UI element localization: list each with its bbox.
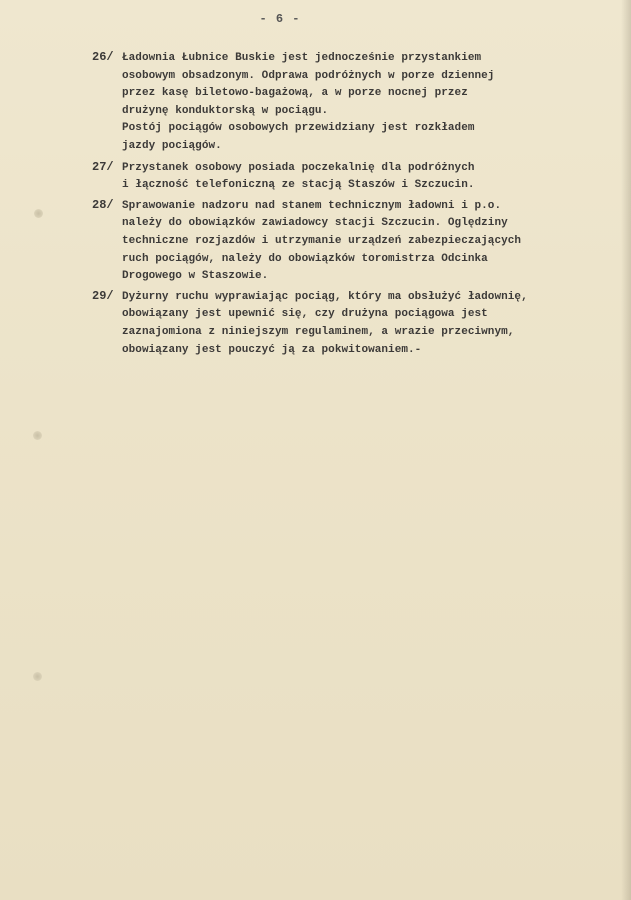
page-number: - 6 - (259, 12, 301, 26)
paragraph-number: 26/ (92, 50, 114, 64)
punch-hole-mark (33, 672, 42, 681)
paragraph-number: 27/ (92, 159, 114, 174)
paragraph-line: osobowym obsadzonym. Odprawa podróżnych w porze dziennej (122, 69, 495, 82)
paragraph-27 (92, 160, 602, 195)
paragraph-line: Sprawowanie nadzoru nad stanem technicznym ładowni i p.o. (122, 199, 502, 212)
paragraph-line: drużynę konduktorską w pociągu. (122, 104, 329, 117)
punch-hole-mark (33, 431, 42, 440)
paragraph-line: Postój pociągów osobowych przewidziany jest rozkładem (122, 122, 475, 135)
paragraph-line: Drogowego w Staszowie. (122, 270, 269, 283)
paragraph-line: obowiązany jest upewnić się, czy drużyna pociągowa jest (122, 308, 488, 321)
paragraph-line: należy do obowiązków zawiadowcy stacji Szczucin. Oględziny (122, 217, 508, 230)
paragraph-number: 28/ (92, 197, 114, 212)
paragraph-number: 29/ (92, 288, 114, 303)
paragraph-29 (92, 289, 602, 359)
paragraph-28 (92, 198, 602, 286)
paragraph-line: obowiązany jest pouczyć ją za pokwitowaniem.- (122, 343, 422, 356)
punch-hole-mark (34, 209, 43, 218)
paragraph-line: Dyżurny ruchu wyprawiając pociąg, który ma obsłużyć ładownię, (122, 290, 528, 303)
paragraph-line: przez kasę biletowo-bagażową, a w porze nocnej przez (122, 87, 468, 100)
paragraph-26 (92, 50, 602, 156)
paragraph-line: zaznajomiona z niniejszym regulaminem, a wrazie przeciwnym, (122, 325, 515, 338)
paragraph-list (92, 50, 602, 359)
paragraph-line: Przystanek osobowy posiada poczekalnię dla podróżnych (122, 161, 475, 174)
paragraph-line: i łączność telefoniczną ze stacją Staszów i Szczucin. (122, 179, 475, 192)
paragraph-line: ruch pociągów, należy do obowiązków toromistrza Odcinka (122, 252, 488, 265)
paragraph-line: jazdy pociągów. (122, 139, 222, 152)
paragraph-line: Ładownia Łubnice Buskie jest jednocześnie przystankiem (122, 52, 482, 64)
paragraph-line: techniczne rozjazdów i utrzymanie urządzeń zabezpieczających (122, 234, 522, 247)
